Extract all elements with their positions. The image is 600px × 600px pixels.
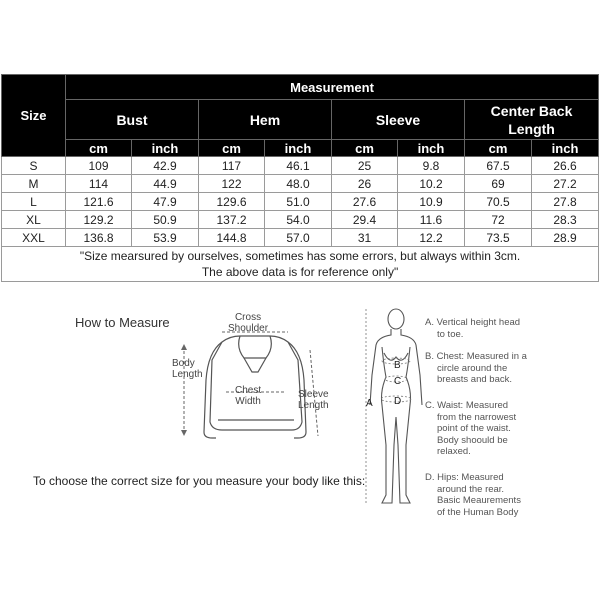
legend-line: D. Hips: Measured	[425, 472, 504, 483]
label-line: Shoulder	[228, 323, 269, 334]
table-cell: 27.8	[532, 193, 599, 211]
label-line: Width	[235, 396, 261, 407]
unit-header: inch	[398, 140, 465, 157]
hem-column-header: Hem	[199, 100, 332, 140]
instruction-text: To choose the correct size for you measure your body like this:	[33, 474, 366, 488]
arrow-head	[181, 430, 187, 436]
label-line: Length	[172, 369, 203, 380]
table-cell: 27.6	[332, 193, 398, 211]
table-row	[2, 193, 599, 211]
note-line: The above data is for reference only"	[201, 265, 399, 279]
legend-line: C. Waist: Measured	[425, 400, 509, 411]
legend-item-a	[425, 317, 565, 340]
sleeve-column-header: Sleeve	[332, 100, 465, 140]
label-line: Cross	[234, 312, 262, 323]
table-cell: 117	[199, 157, 265, 175]
table-cell: 25	[332, 157, 398, 175]
chest-width-label	[235, 385, 261, 407]
unit-header: inch	[532, 140, 599, 157]
unit-header: cm	[465, 140, 532, 157]
table-cell: 53.9	[132, 229, 199, 247]
bust-column-header: Bust	[66, 100, 199, 140]
table-cell: 44.9	[132, 175, 199, 193]
size-cell: XL	[2, 211, 66, 229]
table-cell: 70.5	[465, 193, 532, 211]
unit-header: cm	[332, 140, 398, 157]
legend-line: Body shoould be	[437, 434, 508, 446]
legend-line: to toe.	[437, 328, 464, 340]
reference-note	[2, 247, 599, 282]
table-cell: 29.4	[332, 211, 398, 229]
table-cell: 57.0	[265, 229, 332, 247]
table-cell: 129.6	[199, 193, 265, 211]
table-cell: 9.8	[398, 157, 465, 175]
table-cell: 42.9	[132, 157, 199, 175]
table-cell: 26.6	[532, 157, 599, 175]
legend-item-c	[425, 400, 565, 458]
marker-c: C	[394, 376, 402, 387]
label-line: Chest	[235, 385, 262, 396]
legend-line: of the Human Body	[437, 506, 519, 518]
legend-line: circle around the	[437, 362, 508, 374]
jacket-left-sleeve	[204, 342, 222, 438]
unit-header: cm	[199, 140, 265, 157]
body-length-label	[172, 358, 203, 380]
note-line: "Size mearsured by ourselves, sometimes has some errors, but always within 3cm.	[79, 249, 521, 263]
sleeve-length-label	[298, 389, 329, 411]
arrow-head	[181, 344, 187, 350]
legend-line: Basic Meaurements	[437, 495, 521, 506]
table-cell: 50.9	[132, 211, 199, 229]
table-cell: 26	[332, 175, 398, 193]
table-cell: 28.3	[532, 211, 599, 229]
table-cell: 109	[66, 157, 132, 175]
jacket-body	[210, 336, 302, 430]
legend-line: breasts and back.	[437, 374, 512, 385]
table-cell: 11.6	[398, 211, 465, 229]
table-cell: 129.2	[66, 211, 132, 229]
human-body-diagram	[360, 305, 430, 515]
cross-shoulder-label	[228, 312, 268, 334]
table-cell: 122	[199, 175, 265, 193]
table-row	[2, 229, 599, 247]
body-head	[388, 309, 404, 329]
size-cell: L	[2, 193, 66, 211]
table-cell: 114	[66, 175, 132, 193]
center-back-length-column-header: Center Back Length	[465, 100, 599, 140]
table-cell: 72	[465, 211, 532, 229]
legend-line: from the narrowest	[437, 411, 517, 423]
label-line: Length	[298, 400, 329, 411]
table-row	[2, 211, 599, 229]
size-chart-table	[1, 74, 599, 282]
unit-header: inch	[132, 140, 199, 157]
table-cell: 54.0	[265, 211, 332, 229]
label-line: Body	[172, 358, 195, 369]
size-column-header: Size	[2, 75, 66, 157]
table-cell: 51.0	[265, 193, 332, 211]
jacket-hood	[239, 336, 272, 358]
table-cell: 136.8	[66, 229, 132, 247]
table-cell: 28.9	[532, 229, 599, 247]
table-cell: 10.2	[398, 175, 465, 193]
size-cell: XXL	[2, 229, 66, 247]
table-cell: 46.1	[265, 157, 332, 175]
jacket-collar	[244, 358, 266, 372]
table-cell: 73.5	[465, 229, 532, 247]
note-row	[2, 247, 599, 282]
marker-d: D	[394, 396, 402, 407]
legend-line: B. Chest: Measured in a	[425, 351, 527, 362]
table-cell: 47.9	[132, 193, 199, 211]
table-cell: 67.5	[465, 157, 532, 175]
table-cell: 12.2	[398, 229, 465, 247]
how-to-measure-title: How to Measure	[75, 315, 170, 330]
marker-b: B	[394, 360, 401, 371]
unit-header: cm	[66, 140, 132, 157]
legend-item-b	[425, 351, 565, 386]
table-cell: 10.9	[398, 193, 465, 211]
legend-line: point of the waist.	[437, 423, 511, 434]
legend-item-d	[425, 472, 565, 518]
table-row	[2, 175, 599, 193]
table-cell: 144.8	[199, 229, 265, 247]
measurement-group-header: Measurement	[66, 75, 599, 100]
legend-line: A. Vertical height head	[425, 317, 521, 328]
table-cell: 27.2	[532, 175, 599, 193]
marker-a: A	[366, 398, 373, 409]
label-line: Sleeve	[298, 389, 329, 400]
legend-line: relaxed.	[437, 446, 471, 457]
table-cell: 31	[332, 229, 398, 247]
unit-header: inch	[265, 140, 332, 157]
table-cell: 137.2	[199, 211, 265, 229]
legend-line: around the rear.	[437, 483, 505, 495]
table-cell: 48.0	[265, 175, 332, 193]
table-cell: 69	[465, 175, 532, 193]
size-cell: S	[2, 157, 66, 175]
table-row	[2, 157, 599, 175]
table-cell: 121.6	[66, 193, 132, 211]
size-cell: M	[2, 175, 66, 193]
